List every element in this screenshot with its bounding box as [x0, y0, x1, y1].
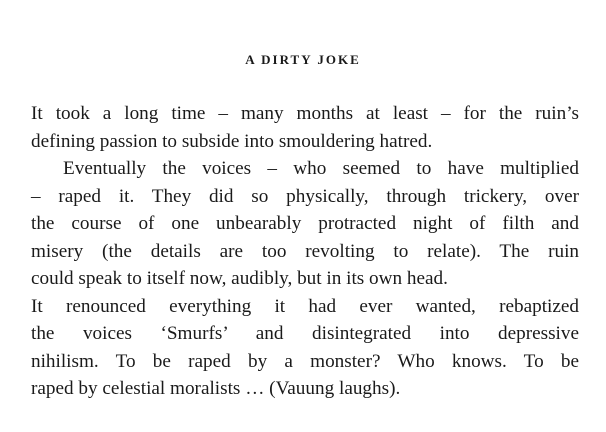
text-line: nihilism. To be raped by a monster? Who knows. To be	[31, 350, 579, 372]
text-line: raped by celestial moralists … (Vauung laughs).	[31, 378, 401, 399]
text-line: defining passion to subside into smouldering hatred.	[31, 130, 433, 152]
text-line: misery (the details are too revolting to relate). The ruin	[31, 240, 579, 262]
body-text	[31, 100, 579, 403]
text-line: could speak to itself now, audibly, but in its own head.	[31, 268, 448, 289]
running-head: A DIRTY JOKE	[245, 52, 361, 67]
paragraph-1	[31, 100, 579, 155]
text-line: It renounced everything it had ever wanted, rebaptized	[31, 295, 579, 317]
text-line: the course of one unbearably protracted night of filth and	[31, 213, 579, 234]
text-line: – raped it. They did so physically, through trickery, over	[31, 185, 579, 207]
paragraph-2	[31, 155, 579, 403]
text-line: It took a long time – many months at least – for the ruin’s	[31, 103, 579, 124]
text-line: the voices ‘Smurfs’ and disintegrated into depressive	[31, 323, 579, 344]
text-line: Eventually the voices – who seemed to have multiplied	[63, 158, 579, 179]
